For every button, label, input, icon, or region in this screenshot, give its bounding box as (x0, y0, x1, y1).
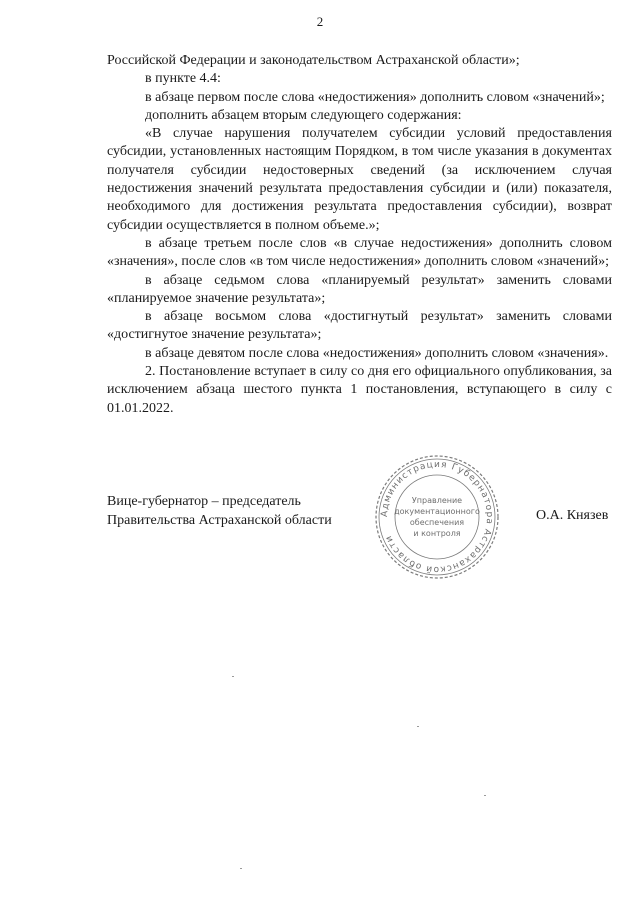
paragraph: в абзаце третьем после слов «в случае недостижения» дополнить словом «значения», после слов «в том числе недостижения» дополнить словом «значений»; (107, 235, 612, 270)
stamp-line: и контроля (413, 529, 461, 538)
paragraph: Российской Федерации и законодательством Астраханской области»; (107, 53, 520, 68)
document-body (107, 52, 612, 418)
signature-block (107, 492, 332, 530)
paragraph: дополнить абзацем вторым следующего содержания: (145, 107, 462, 123)
paragraph: 2. Постановление вступает в силу со дня его официального опубликования, за исключением абзаца шестого пункта 1 постановления, вступающего в силу с 01.01.2022. (107, 364, 612, 416)
signer-position-line1: Вице-губернатор – председатель (107, 494, 301, 509)
signer-position-line2: Правительства Астраханской области (107, 513, 332, 528)
official-stamp (373, 453, 501, 581)
scan-speck (232, 676, 234, 677)
scan-speck (484, 795, 486, 796)
paragraph: в абзаце седьмом слова «планируемый результат» заменить словами «планируемое значение результата»; (107, 272, 612, 306)
paragraph: в абзаце восьмом слова «достигнутый результат» заменить словами «достигнутое значение результата»; (107, 309, 612, 343)
stamp-line: документационного (394, 507, 480, 516)
scan-speck (417, 726, 419, 727)
paragraph: в абзаце девятом после слова «недостижения» дополнить словом «значения». (145, 345, 609, 361)
stamp-outer-text: Администрация Губернатора Астраханской области (379, 459, 495, 575)
paragraph: в пункте 4.4: (145, 71, 221, 87)
stamp-line: обеспечения (409, 518, 465, 527)
stamp-line: Управление (411, 496, 463, 505)
paragraph: «В случае нарушения получателем субсидии условий предоставления субсидии, установленных настоящим Порядком, в том числе указания в документах получателя субсидии недостоверных сведений (за исключением случая недостижения значений результата предоставления субсидии и (или) показателя, необходимого для достижения результата предоставления субсидии), возврат субсидии осуществляется в полном объеме.»; (107, 126, 612, 233)
scan-speck (240, 868, 242, 869)
paragraph: в абзаце первом после слова «недостижения» дополнить словом «значений»; (145, 89, 605, 105)
signer-name: О.А. Князев (536, 508, 609, 523)
page-number: 2 (316, 14, 324, 29)
